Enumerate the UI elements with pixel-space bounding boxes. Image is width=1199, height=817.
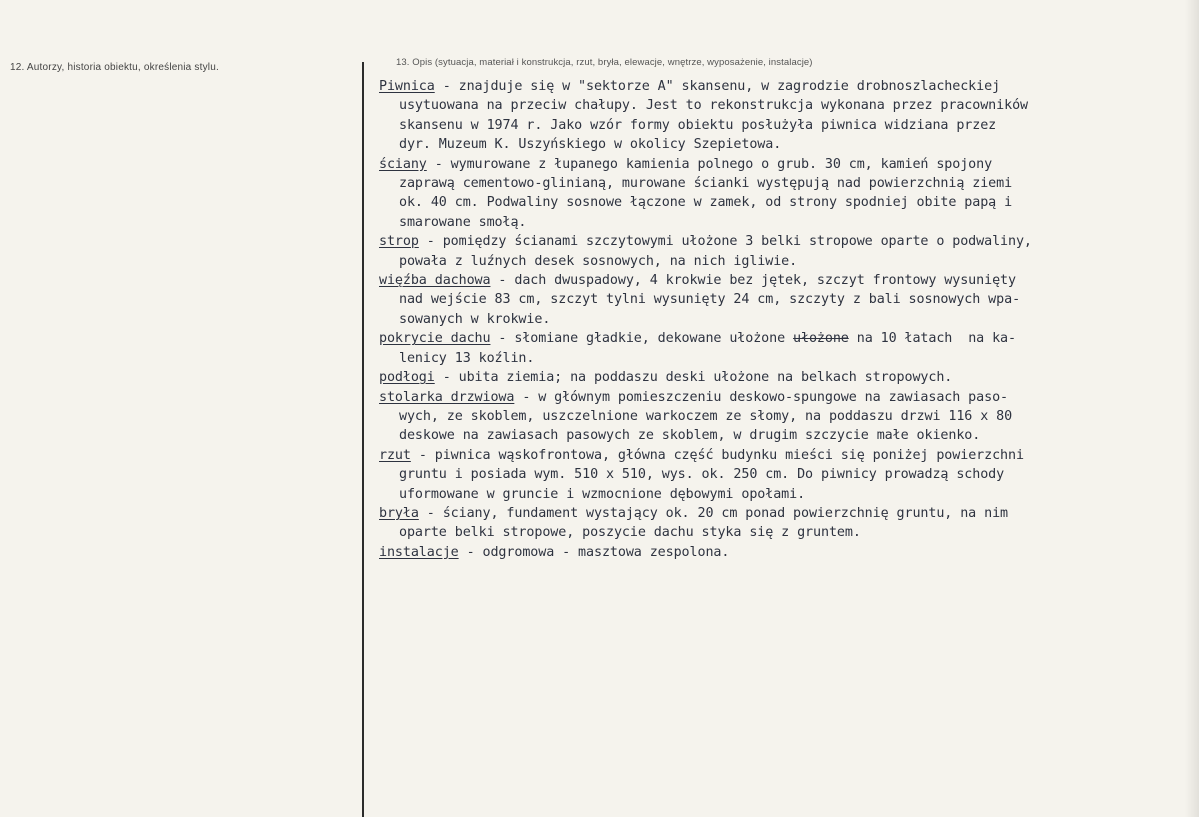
term-label: podłogi <box>379 370 435 386</box>
entry-line: zaprawą cementowo-glinianą, murowane ścianki występują nad powierzchnią ziemi <box>399 176 1013 192</box>
entry-line: - dach dwuspadowy, 4 krokwie bez jętek, szczyt frontowy wysunięty <box>490 273 1016 289</box>
term-label: ściany <box>379 156 427 172</box>
entry-rzut <box>379 446 1194 504</box>
entry-line: skansenu w 1974 r. Jako wzór formy obiektu posłużyła piwnica widziana przez <box>399 117 997 133</box>
entry-line: nad wejście 83 cm, szczyt tylni wysunięty 24 cm, szczyty z bali sosnowych wpa- <box>399 292 1021 308</box>
entry-line: oparte belki stropowe, poszycie dachu styka się z gruntem. <box>399 525 861 541</box>
entry-line: - słomiane gładkie, dekowane ułożone <box>490 331 794 347</box>
entry-line: - odgromowa - masztowa zespolona. <box>458 544 730 560</box>
term-label: rzut <box>379 447 411 463</box>
section-13-header: 13. Opis (sytuacja, materiał i konstrukcja, rzut, bryła, elewacje, wnętrze, wyposażenie, instalacje) <box>396 57 813 68</box>
column-divider <box>362 62 364 817</box>
entry-line: - ubita ziemia; na poddaszu deski ułożone na belkach stropowych. <box>434 370 953 386</box>
entry-line: smarowane smołą. <box>399 214 527 230</box>
entry-podlogi <box>379 368 1194 387</box>
struck-word: ułożone <box>793 331 849 347</box>
entry-line: - ściany, fundament wystający ok. 20 cm ponad powierzchnię gruntu, na nim <box>418 505 1008 521</box>
entry-instalacje <box>379 543 1194 562</box>
entry-line: - pomiędzy ścianami szczytowymi ułożone 3 belki stropowe oparte o podwaliny, <box>418 234 1032 250</box>
entry-line: - wymurowane z łupanego kamienia polnego o grub. 30 cm, kamień spojony <box>426 156 993 172</box>
term-label: bryła <box>379 505 419 521</box>
term-label: strop <box>379 234 419 250</box>
term-label: Piwnica <box>379 79 435 94</box>
entry-bryla <box>379 504 1194 543</box>
entry-line: lenicy 13 koźlin. <box>399 350 535 366</box>
page-edge-shadow <box>1185 0 1199 817</box>
entry-line: - znajduje się w "sektorze A" skansenu, w zagrodzie drobnoszlacheckiej <box>434 79 1001 94</box>
entry-line: deskowe na zawiasach pasowych ze skoblem, w drugim szczycie małe okienko. <box>399 428 981 444</box>
entry-line: - piwnica wąskofrontowa, główna część budynku mieści się poniżej powierzchni <box>410 447 1024 463</box>
entry-line: - w głównym pomieszczeniu deskowo-spungowe na zawiasach paso- <box>514 389 1008 405</box>
entry-line: uformowane w gruncie i wzmocnione dębowymi opołami. <box>399 486 806 502</box>
entry-pokrycie-dachu <box>379 329 1194 368</box>
entry-line: usytuowana na przeciw chałupy. Jest to rekonstrukcja wykonana przez pracowników <box>399 98 1028 114</box>
term-label: pokrycie dachu <box>379 331 491 347</box>
entry-sciany <box>379 155 1194 233</box>
term-label: więźba dachowa <box>379 273 491 289</box>
section-12-header: 12. Autorzy, historia obiektu, określenia stylu. <box>10 62 219 73</box>
description-text <box>379 77 1194 562</box>
entry-line: ok. 40 cm. Podwaliny sosnowe łączone w zamek, od strony spodniej obite papą i <box>399 195 1013 211</box>
term-label: instalacje <box>379 544 459 560</box>
entry-strop <box>379 232 1194 271</box>
entry-line: powała z luźnych desek sosnowych, na nich igliwie. <box>399 253 798 269</box>
entry-line: gruntu i posiada wym. 510 x 510, wys. ok. 250 cm. Do piwnicy prowadzą schody <box>399 467 1005 483</box>
entry-line: dyr. Muzeum K. Uszyńskiego w okolicy Szepietowa. <box>399 137 782 153</box>
entry-line: sowanych w krokwie. <box>399 311 551 327</box>
entry-piwnica <box>379 77 1194 155</box>
term-label: stolarka drzwiowa <box>379 389 515 405</box>
entry-wiezba-dachowa <box>379 271 1194 329</box>
entry-stolarka-drzwiowa <box>379 388 1194 446</box>
entry-line: na 10 łatach na ka- <box>848 331 1016 347</box>
entry-line: wych, ze skoblem, uszczelnione warkoczem ze słomy, na poddaszu drzwi 116 x 80 <box>399 408 1013 424</box>
